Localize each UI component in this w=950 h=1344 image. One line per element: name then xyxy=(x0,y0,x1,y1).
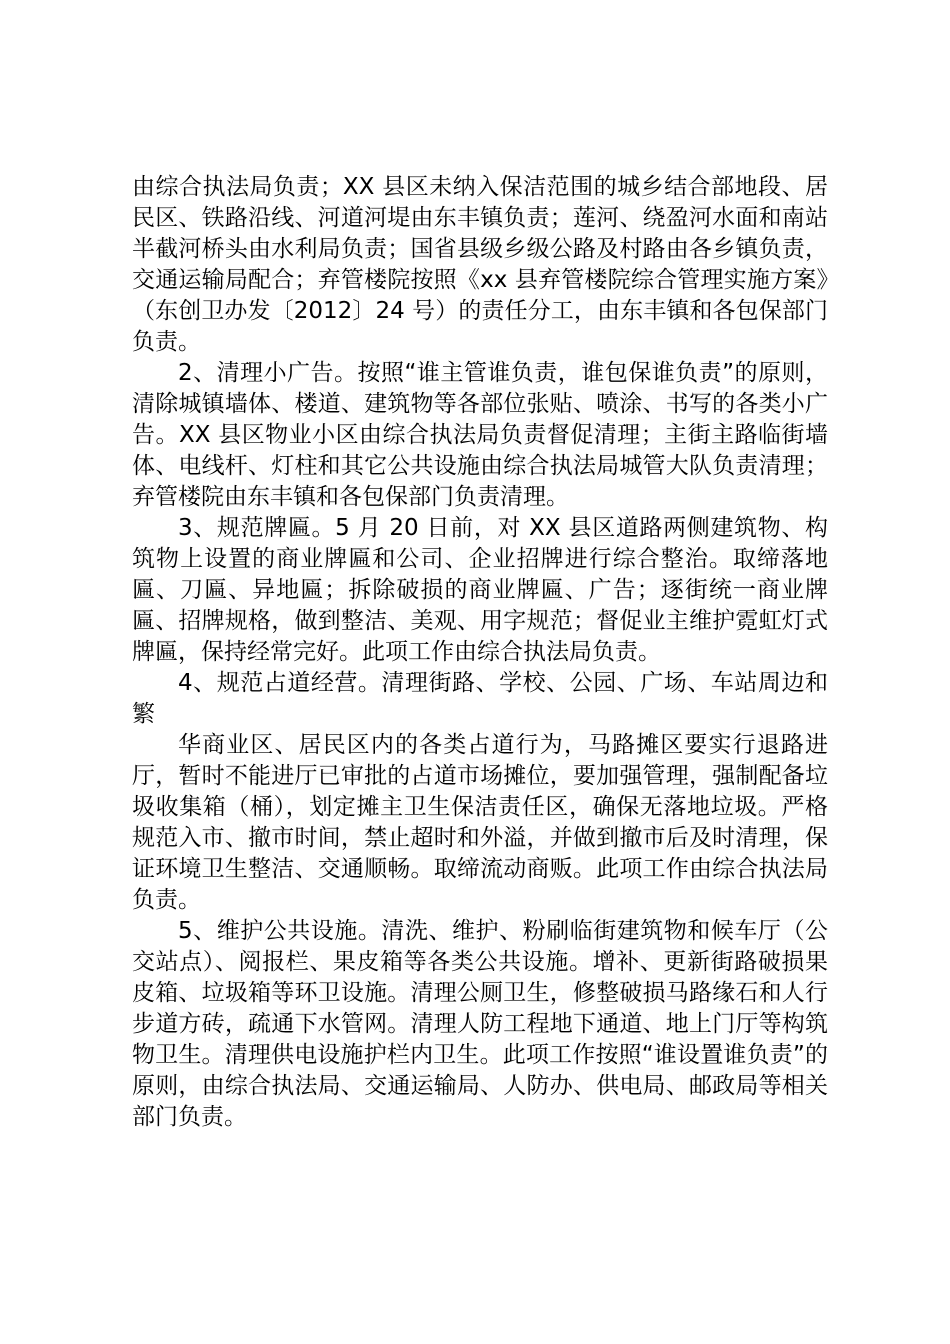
paragraph-continuation: 由综合执法局负责；XX 县区未纳入保洁范围的城乡结合部地段、居民区、铁路沿线、河道河堤由东丰镇负责；莲河、绕盈河水面和南站半截河桥头由水利局负责；国省县级乡级公路及村路由各乡镇负责，交通运输局配合；弃管楼院按照《xx 县弃管楼院综合管理实施方案》（东创卫办发〔2012〕24 号）的责任分工，由东丰镇和各包保部门负责。 xyxy=(132,174,828,355)
paragraph-regulate-signboards: 3、规范牌匾。5 月 20 日前，对 XX 县区道路两侧建筑物、构筑物上设置的商业牌匾和公司、企业招牌进行综合整治。取缔落地匾、刀匾、异地匾；拆除破损的商业牌匾、广告；逐街统一商业牌匾、招牌规格，做到整洁、美观、用字规范；督促业主维护霓虹灯式牌匾，保持经常完好。此项工作由综合执法局负责。 xyxy=(132,515,828,665)
paragraph-clean-small-ads: 2、清理小广告。按照“谁主管谁负责，谁包保谁负责”的原则，清除城镇墙体、楼道、建筑物等各部位张贴、喷涂、书写的各类小广告。XX 县区物业小区由综合执法局负责督促清理；主街主路临街墙体、电线杆、灯柱和其它公共设施由综合执法局城管大队负责清理；弃管楼院由东丰镇和各包保部门负责清理。 xyxy=(132,360,828,510)
paragraph-street-vending-details: 华商业区、居民区内的各类占道行为，马路摊区要实行退路进厅，暂时不能进厅已审批的占道市场摊位，要加强管理，强制配备垃圾收集箱（桶），划定摊主卫生保洁责任区，确保无落地垃圾。严格规范入市、撤市时间，禁止超时和外溢，并做到撤市后及时清理，保证环境卫生整洁、交通顺畅。取缔流动商贩。此项工作由综合执法局负责。 xyxy=(132,732,828,913)
paragraph-maintain-public-facilities: 5、维护公共设施。清洗、维护、粉刷临街建筑物和候车厅（公交站点）、阅报栏、果皮箱等各类公共设施。增补、更新街路破损果皮箱、垃圾箱等环卫设施。清理公厕卫生，修整破损马路缘石和人行步道方砖，疏通下水管网。清理人防工程地下通道、地上门厅等构筑物卫生。清理供电设施护栏内卫生。此项工作按照“谁设置谁负责”的原则，由综合执法局、交通运输局、人防办、供电局、邮政局等相关部门负责。 xyxy=(132,918,828,1130)
paragraph-regulate-street-vending: 4、规范占道经营。清理街路、学校、公园、广场、车站周边和繁 xyxy=(132,670,828,727)
document-body xyxy=(132,172,828,1133)
